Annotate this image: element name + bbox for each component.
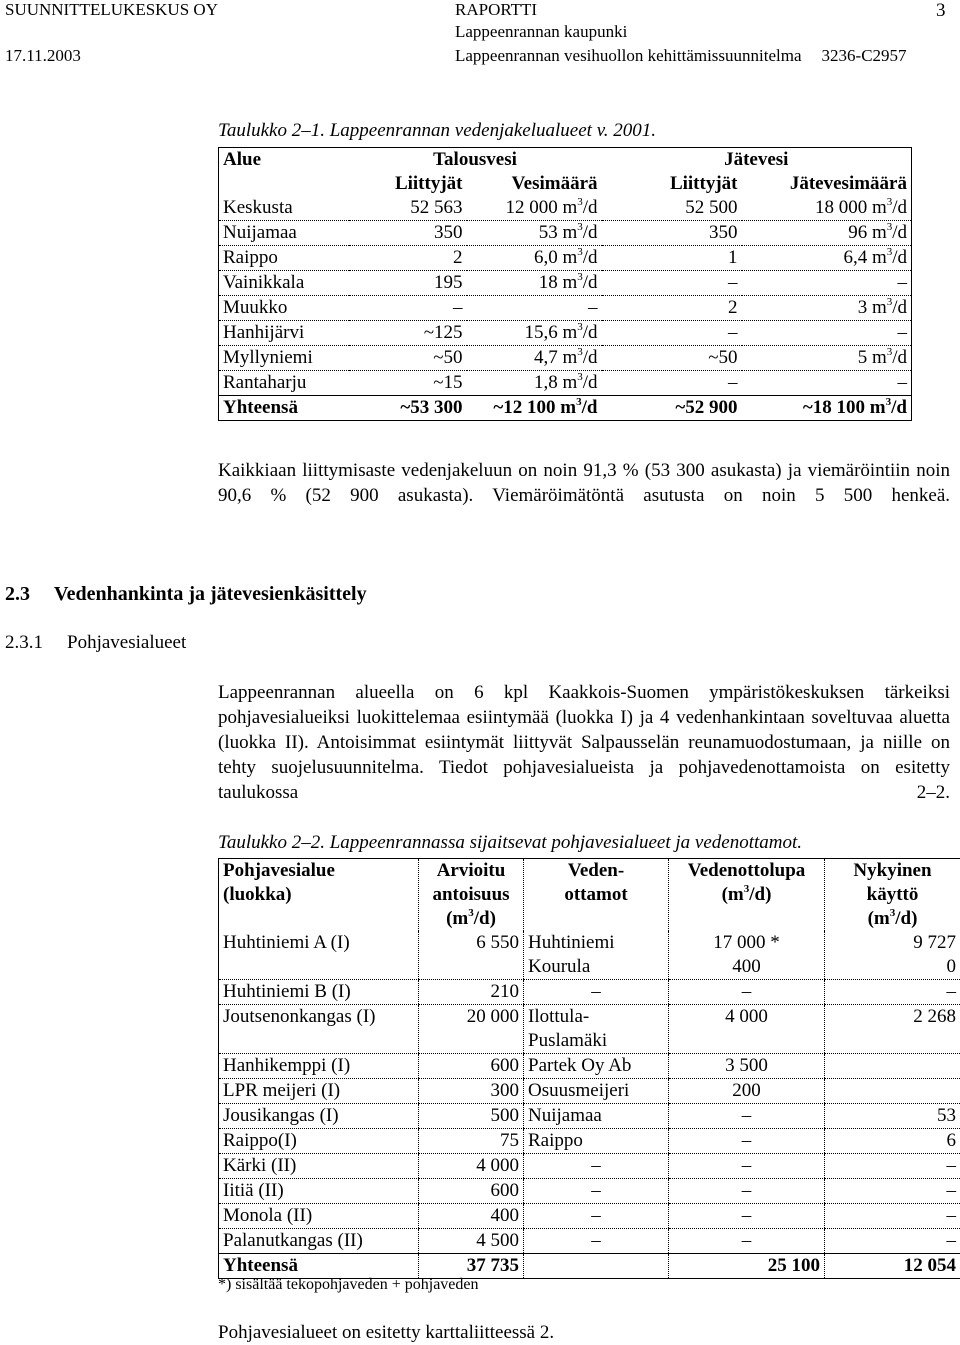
table-row	[219, 1079, 960, 1104]
row-area-cell: Myllyniemi	[219, 346, 349, 371]
table-cell: –	[825, 980, 960, 1005]
table-cell: 4 000	[419, 1154, 524, 1179]
table-cell: 6,4 $m^3/d$	[742, 246, 912, 271]
closing-text: Pohjavesialueet on esitetty karttaliitteessä 2.	[218, 1322, 555, 1343]
table-cell: –	[524, 1154, 669, 1179]
table-cell: ~50	[602, 346, 742, 371]
table-cell: 4 000	[669, 1005, 825, 1054]
table-cell: 75	[419, 1129, 524, 1154]
table-cell: 9 727 0	[825, 931, 960, 980]
table-cell: –	[825, 1179, 960, 1204]
col-header-liittyjat-2: Liittyjät	[669, 173, 738, 194]
row-area-cell: Huhtiniemi A (I)	[219, 931, 419, 980]
row-area-cell: Muukko	[219, 296, 349, 321]
table-row	[219, 1104, 960, 1129]
row-area-cell: Hanhikemppi (I)	[219, 1054, 419, 1079]
col-header-liittyjat: Liittyjät	[394, 173, 463, 194]
table-cell: ~15	[349, 371, 467, 396]
col-header-nykyinen: Nykyinen käyttö $(m^3/d)$	[825, 859, 960, 932]
table-row	[219, 271, 912, 296]
paragraph-connection-rate: Kaikkiaan liittymisaste vedenjakeluun on noin 91,3 % (53 300 asukasta) ja viemäröintiin noin 90,6 % (52 900 asukasta). Viemäröimätöntä asutusta on noin 5 500 henkeä.	[218, 460, 950, 506]
table-cell: 2	[349, 246, 467, 271]
table-cell: –	[467, 296, 602, 321]
table-cell: –	[524, 1179, 669, 1204]
table-row	[219, 1154, 960, 1179]
table2-caption: Taulukko 2–2. Lappeenrannassa sijaitsevat pohjavesialueet ja vedenottamot.	[218, 832, 803, 853]
table-cell: Raippo	[524, 1129, 669, 1154]
table-row	[219, 321, 912, 346]
table-cell: –	[669, 980, 825, 1005]
table-cell: 6	[825, 1129, 960, 1154]
table-cell: 52 500	[602, 196, 742, 221]
table-cell: 17 000 * 400	[669, 931, 825, 980]
col-header-arvioitu: Arvioitu antoisuus $(m^3/d)$	[419, 859, 524, 932]
table-row	[219, 246, 912, 271]
row-area-cell: Nuijamaa	[219, 221, 349, 246]
table-cell: ~50	[349, 346, 467, 371]
total-label: Yhteensä	[219, 396, 349, 421]
table-cell: 12 000 $m^3/d$	[467, 196, 602, 221]
table-cell: 195	[349, 271, 467, 296]
total-cell: ~18 100 $m^3/d$	[742, 396, 912, 421]
table-row	[219, 296, 912, 321]
table-cell: 4,7 $m^3/d$	[467, 346, 602, 371]
table-cell: –	[524, 980, 669, 1005]
table-cell: ~125	[349, 321, 467, 346]
table-cell: –	[742, 321, 912, 346]
page-number: 3	[936, 0, 946, 21]
table-cell: 500	[419, 1104, 524, 1129]
total-cell: 37 735	[419, 1254, 524, 1279]
table-cell: –	[602, 271, 742, 296]
total-cell: 25 100	[669, 1254, 825, 1279]
table-cell: –	[602, 371, 742, 396]
table-row	[219, 221, 912, 246]
table-cell: 96 $m^3/d$	[742, 221, 912, 246]
col-group-jatevesi: Jätevesi	[724, 149, 789, 170]
table-cell: 53 $m^3/d$	[467, 221, 602, 246]
row-area-cell: Raippo	[219, 246, 349, 271]
table-row	[219, 1129, 960, 1154]
row-area-cell: LPR meijeri (I)	[219, 1079, 419, 1104]
table-cell: Ilottula- Puslamäki	[524, 1005, 669, 1054]
table-row	[219, 1005, 960, 1054]
row-area-cell: Palanutkangas (II)	[219, 1229, 419, 1254]
table-cell: 400	[419, 1204, 524, 1229]
table-cell: 2 268	[825, 1005, 960, 1054]
row-area-cell: Keskusta	[219, 196, 349, 221]
table-cell: Partek Oy Ab	[524, 1054, 669, 1079]
table-row	[219, 1229, 960, 1254]
table-cell: –	[669, 1179, 825, 1204]
total-cell	[524, 1254, 669, 1279]
table-cell: –	[825, 1204, 960, 1229]
table-cell: 2	[602, 296, 742, 321]
row-area-cell: Huhtiniemi B (I)	[219, 980, 419, 1005]
header-project: Lappeenrannan vesihuollon kehittämissuunnitelma 3236-C2957	[455, 46, 907, 65]
footnote: *) sisältää tekopohjaveden + pohjaveden	[218, 1276, 479, 1293]
table-water-distribution	[218, 147, 912, 421]
header-code: 3236-C2957	[821, 46, 907, 65]
col-header-vesimaara: Vesimäärä	[511, 173, 598, 194]
total-cell: ~12 100 $m^3/d$	[467, 396, 602, 421]
row-area-cell: Rantaharju	[219, 371, 349, 396]
header-org: SUUNNITTELUKESKUS OY	[5, 0, 218, 19]
section-heading: 2.3 Vedenhankinta ja jätevesienkäsittely	[5, 583, 367, 605]
table-row	[219, 371, 912, 396]
table-cell: –	[825, 1229, 960, 1254]
table1-caption: Taulukko 2–1. Lappeenrannan vedenjakelualueet v. 2001.	[218, 120, 656, 141]
table-cell	[825, 1054, 960, 1079]
table-cell: 1,8 $m^3/d$	[467, 371, 602, 396]
header-doc-type: RAPORTTI	[455, 0, 538, 19]
table-cell: –	[669, 1129, 825, 1154]
table-cell: –	[669, 1104, 825, 1129]
table-row	[219, 980, 960, 1005]
row-area-cell: Monola (II)	[219, 1204, 419, 1229]
table-row	[219, 196, 912, 221]
row-area-cell: Raippo(I)	[219, 1129, 419, 1154]
row-area-cell: Hanhijärvi	[219, 321, 349, 346]
table-cell: 5 $m^3/d$	[742, 346, 912, 371]
table-cell: Osuusmeijeri	[524, 1079, 669, 1104]
row-area-cell: Kärki (II)	[219, 1154, 419, 1179]
table-cell: –	[669, 1154, 825, 1179]
table-cell: 600	[419, 1054, 524, 1079]
table-cell: –	[742, 271, 912, 296]
table-cell: –	[602, 321, 742, 346]
table-cell: 18 $m^3/d$	[467, 271, 602, 296]
total-cell: ~53 300	[349, 396, 467, 421]
col-header-vedenottamot: Veden- ottamot	[524, 859, 669, 932]
table-row	[219, 1204, 960, 1229]
table-cell: 1	[602, 246, 742, 271]
subsection-heading: 2.3.1 Pohjavesialueet	[5, 632, 187, 653]
table-cell: 15,6 $m^3/d$	[467, 321, 602, 346]
table-cell: 3 $m^3/d$	[742, 296, 912, 321]
table-cell: 4 500	[419, 1229, 524, 1254]
table-cell: 200	[669, 1079, 825, 1104]
table-row	[219, 1054, 960, 1079]
table-cell: 300	[419, 1079, 524, 1104]
total-cell: ~52 900	[602, 396, 742, 421]
col-header-area: Alue	[223, 149, 261, 170]
total-cell: 12 054	[825, 1254, 960, 1279]
total-label: Yhteensä	[219, 1254, 419, 1279]
table-groundwater-areas	[218, 858, 960, 1279]
table-cell: –	[524, 1229, 669, 1254]
table-cell: 52 563	[349, 196, 467, 221]
table-row	[219, 346, 912, 371]
table-cell: –	[669, 1204, 825, 1229]
paragraph-groundwater: Lappeenrannan alueella on 6 kpl Kaakkois-Suomen ympäristökeskuksen tärkeiksi pohjavesialueiksi luokittelemaa esiintymää (luokka I) ja 4 vedenhankintaan soveltuvaa aluetta (luokka II). Antoisimmat esiintymät liittyvät Salpausselän reunamuodostumaan, ja niille on tehty suojelusuunnitelma. Tiedot pohjavesialueista ja pohjavedenottamoista on esitetty taulukossa 2–2.	[218, 682, 950, 803]
table-cell: Huhtiniemi Kourula	[524, 931, 669, 980]
table-cell: 600	[419, 1179, 524, 1204]
table-cell: 6 550	[419, 931, 524, 980]
table-cell: 53	[825, 1104, 960, 1129]
table-cell: –	[742, 371, 912, 396]
table-cell: 6,0 $m^3/d$	[467, 246, 602, 271]
table-cell: –	[349, 296, 467, 321]
row-area-cell: Jousikangas (I)	[219, 1104, 419, 1129]
header-client: Lappeenrannan kaupunki	[455, 22, 628, 41]
col-header-pohjavesialue: Pohjavesialue (luokka)	[223, 860, 335, 905]
row-area-cell: Iitiä (II)	[219, 1179, 419, 1204]
table-cell: –	[669, 1229, 825, 1254]
table-cell: 20 000	[419, 1005, 524, 1054]
header-date: 17.11.2003	[5, 46, 81, 65]
row-area-cell: Joutsenonkangas (I)	[219, 1005, 419, 1054]
table-cell: Nuijamaa	[524, 1104, 669, 1129]
table-cell: 350	[602, 221, 742, 246]
table-cell: –	[825, 1154, 960, 1179]
table-cell: 3 500	[669, 1054, 825, 1079]
col-header-vedenottolupa: Vedenottolupa $(m^3/d)$	[669, 859, 825, 932]
table-cell: –	[524, 1204, 669, 1229]
col-group-talousvesi: Talousvesi	[433, 149, 517, 170]
table-cell: 350	[349, 221, 467, 246]
table-cell: 18 000 $m^3/d$	[742, 196, 912, 221]
col-header-jatevesimaara: Jätevesimäärä	[789, 173, 907, 194]
table-cell: 210	[419, 980, 524, 1005]
table-row	[219, 1179, 960, 1204]
row-area-cell: Vainikkala	[219, 271, 349, 296]
table-row	[219, 931, 960, 980]
table-cell	[825, 1079, 960, 1104]
